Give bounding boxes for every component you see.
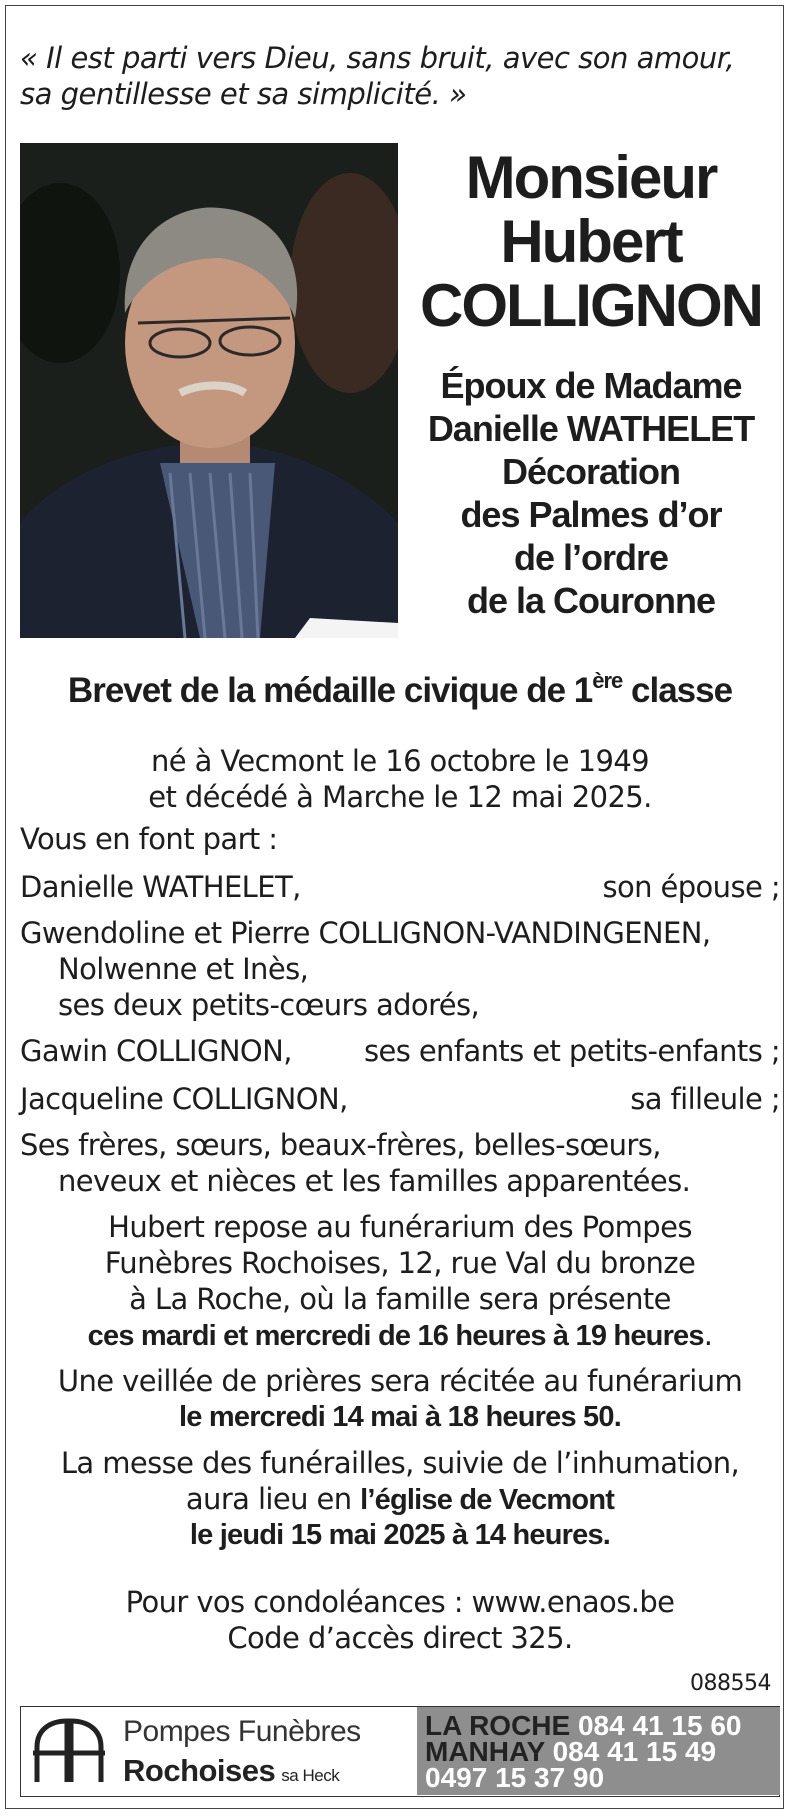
brand-line: Pompes Funèbres [123, 1715, 361, 1748]
quote-line: « Il est parti vers Dieu, sans bruit, avec son amour, [20, 41, 735, 75]
vigil-line: Une veillée de prières sera récitée au funérarium [57, 1364, 743, 1398]
family-row: Danielle WATHELET, son épouse ; [20, 870, 780, 904]
phone-row: 0497 15 37 90 [425, 1762, 605, 1793]
decoration-line: de l’ordre [513, 537, 669, 578]
family-row: ses deux petits-cœurs adorés, [58, 988, 480, 1022]
obituary-notice [5, 5, 784, 1809]
phone-row: MANHAY 084 41 15 49 [425, 1736, 717, 1767]
funeral-home-logo-icon [29, 1717, 109, 1791]
spouse-line: Époux de Madame [440, 365, 742, 406]
family-row: Nolwenne et Inès, [58, 952, 309, 986]
birth-line: né à Vecmont le 16 octobre le 1949 [150, 744, 650, 778]
family-row: neveux et nièces et les familles apparentées. [58, 1164, 691, 1198]
spouse-name: Danielle WATHELET [427, 408, 755, 449]
decoration-line: des Palmes d’or [460, 494, 722, 535]
reference-number: 088554 [690, 1671, 771, 1696]
decoration-line: de la Couronne [466, 580, 716, 621]
mass-place: aura lieu en l’église de Vecmont [185, 1482, 615, 1516]
quote-line: sa gentillesse et sa simplicité. » [20, 77, 467, 111]
family-row: Ses frères, sœurs, beaux-frères, belles-sœurs, [20, 1128, 661, 1162]
funerarium-line: à La Roche, où la famille sera présente [129, 1282, 671, 1316]
family-row: Gawin COLLIGNON, ses enfants et petits-enfants ; [20, 1034, 780, 1068]
epigraph-quote [20, 40, 780, 112]
visiting-hours: ces mardi et mercredi de 16 heures à 19 heures. [87, 1318, 713, 1352]
deceased-header [406, 146, 776, 622]
access-code-line: Code d’accès direct 325. [227, 1621, 573, 1655]
decoration-line: Décoration [501, 451, 681, 492]
mass-line: La messe des funérailles, suivie de l’inhumation, [60, 1446, 740, 1480]
phone-row: LA ROCHE 084 41 15 60 [425, 1710, 742, 1741]
civic-medal-line: Brevet de la médaille civique de 1ère classe [67, 668, 733, 710]
brand-name: Rochoises sa Heck [123, 1753, 340, 1788]
family-row: Gwendoline et Pierre COLLIGNON-VANDINGENEN, [20, 916, 711, 950]
condolences-line: Pour vos condoléances : www.enaos.be [125, 1585, 675, 1619]
last-name: COLLIGNON [420, 272, 762, 339]
death-line: et décédé à Marche le 12 mai 2025. [148, 780, 652, 814]
portrait-photo [20, 143, 398, 638]
first-name: Hubert [500, 208, 682, 275]
phone-panel [417, 1707, 780, 1795]
honorific: Monsieur [465, 144, 717, 211]
family-intro: Vous en font part : [20, 822, 278, 856]
funerarium-line: Funèbres Rochoises, 12, rue Val du bronze [104, 1246, 696, 1280]
funeral-home-banner [20, 1706, 780, 1797]
mass-time: le jeudi 15 mai 2025 à 14 heures. [189, 1519, 611, 1551]
family-row: Jacqueline COLLIGNON, sa filleule ; [20, 1082, 780, 1116]
vigil-time: le mercredi 14 mai à 18 heures 50. [179, 1401, 621, 1433]
funerarium-line: Hubert repose au funérarium des Pompes [108, 1210, 692, 1244]
